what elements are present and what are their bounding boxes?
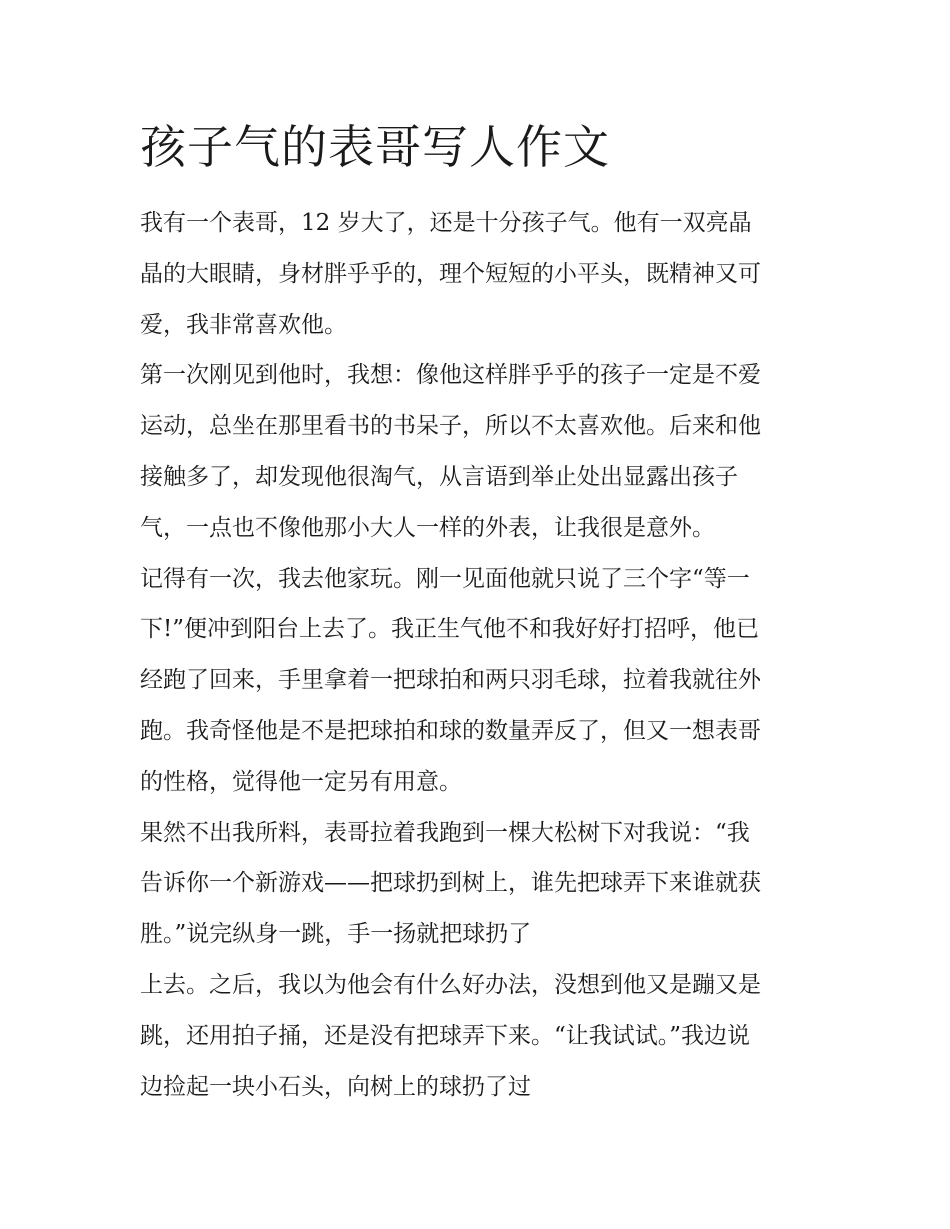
text-line: 经跑了回来，手里拿着一把球拍和两只羽毛球，拉着我就往外 xyxy=(140,667,761,694)
text-line: 接触多了，却发现他很淘气，从言语到举止处出显露出孩子 xyxy=(140,463,738,490)
document-body xyxy=(140,198,812,1112)
text-line: 第一次刚见到他时，我想：像他这样胖乎乎的孩子一定是不爱 xyxy=(140,362,761,389)
text-line: 上去。之后，我以为他会有什么好办法，没想到他又是蹦又是 xyxy=(140,971,761,998)
text-line: 跳，还用拍子捅，还是没有把球弄下来。“让我试试。”我边说 xyxy=(140,1022,751,1049)
text-line: 记得有一次，我去他家玩。刚一见面他就只说了三个字“等一 xyxy=(140,565,750,592)
text-line: 我有一个表哥，12 岁大了，还是十分孩子气。他有一双亮晶 xyxy=(140,210,752,236)
text-line: 下!”便冲到阳台上去了。我正生气他不和我好好打招呼，他已 xyxy=(140,616,760,643)
text-line: 晶的大眼睛，身材胖乎乎的，理个短短的小平头，既精神又可 xyxy=(140,260,761,287)
text-line: 气，一点也不像他那小大人一样的外表，让我很是意外。 xyxy=(140,514,715,541)
text-line: 果然不出我所料，表哥拉着我跑到一棵大松树下对我说：“我 xyxy=(140,819,750,846)
text-line: 运动，总坐在那里看书的书呆子，所以不太喜欢他。后来和他 xyxy=(140,413,761,440)
text-line: 爱，我非常喜欢他。 xyxy=(140,311,347,338)
text-line: 胜。”说完纵身一跳，手一扬就把球扔了 xyxy=(140,921,532,948)
text-line: 的性格，觉得他一定另有用意。 xyxy=(140,768,462,795)
text-line: 告诉你一个新游戏——把球扔到树上，谁先把球弄下来谁就获 xyxy=(140,870,761,897)
text-line: 边捡起一块小石头，向树上的球扔了过 xyxy=(140,1073,531,1100)
text-line: 跑。我奇怪他是不是把球拍和球的数量弄反了，但又一想表哥 xyxy=(140,717,761,744)
document-title: 孩子气的表哥写人作文 xyxy=(140,120,610,174)
